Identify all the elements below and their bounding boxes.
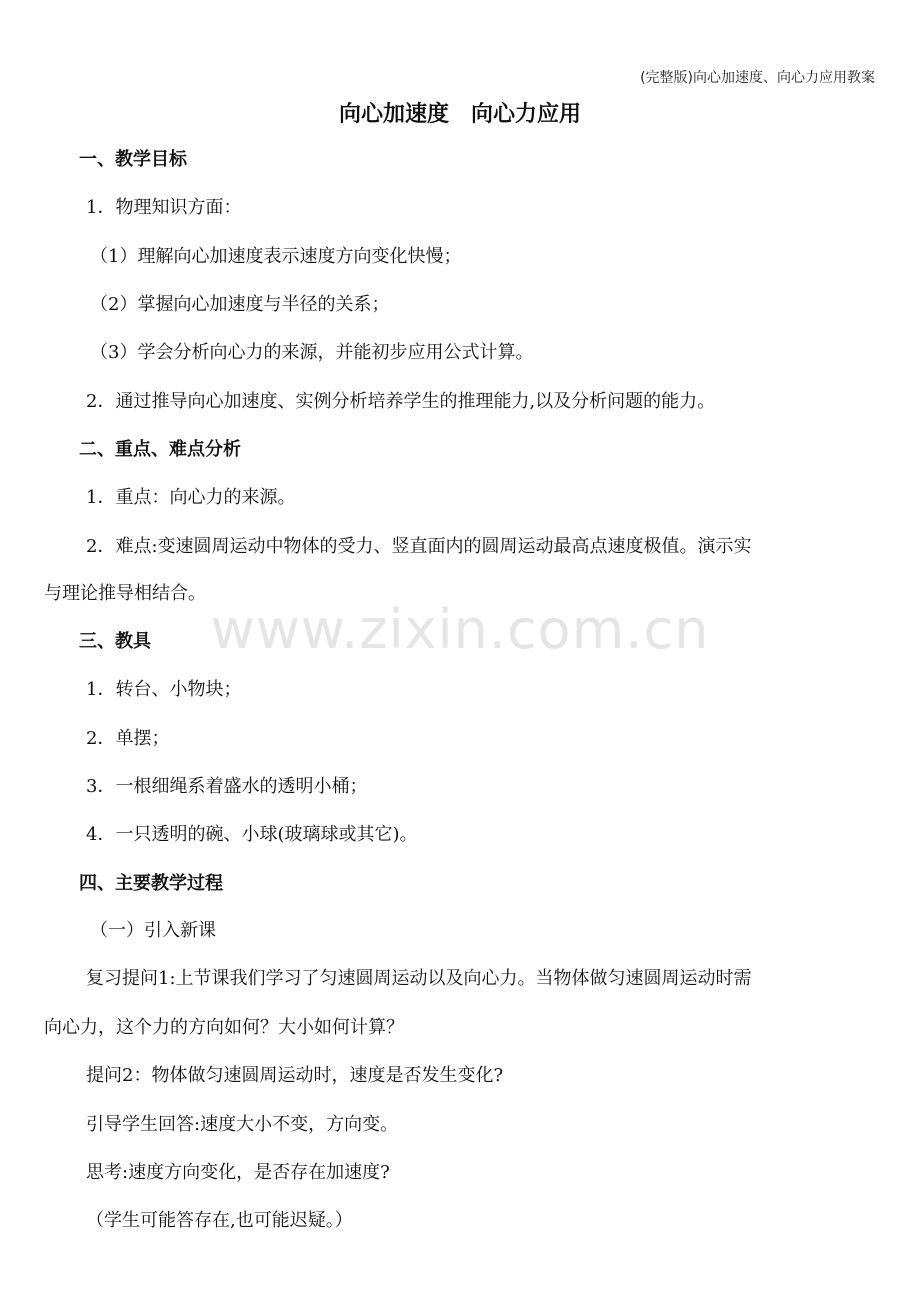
paragraph: （1）理解向心加速度表示速度方向变化快慢； <box>90 246 462 267</box>
paragraph: 向心力，这个力的方向如何？大小如何计算？ <box>44 1017 404 1038</box>
section-heading-teaching-process: 四、主要教学过程 <box>79 873 223 894</box>
list-item: 3．一根细绳系着盛水的透明小桶； <box>86 776 368 797</box>
paragraph: 思考:速度方向变化，是否存在加速度? <box>86 1162 390 1183</box>
paragraph: 2．通过推导向心加速度、实例分析培养学生的推理能力,以及分析问题的能力。 <box>86 391 716 412</box>
paragraph: （3）学会分析向心力的来源，并能初步应用公式计算。 <box>90 342 534 363</box>
document-title: 向心加速度 向心力应用 <box>338 102 581 127</box>
list-item: 2．单摆； <box>86 728 170 749</box>
paragraph: 1．物理知识方面： <box>86 197 242 218</box>
watermark: www.zixin.com.cn <box>210 598 710 661</box>
section-heading-objectives: 一、教学目标 <box>79 149 187 170</box>
section-heading-teaching-aids: 三、教具 <box>79 631 151 652</box>
paragraph: 2．难点:变速圆周运动中物体的受力、竖直面内的圆周运动最高点速度极值。演示实 <box>86 536 752 557</box>
paragraph: 提问2：物体做匀速圆周运动时，速度是否发生变化? <box>86 1065 504 1086</box>
paragraph: 1．重点：向心力的来源。 <box>86 487 296 508</box>
list-item: 4．一只透明的碗、小球(玻璃球或其它)。 <box>86 824 418 845</box>
section-heading-key-points: 二、重点、难点分析 <box>79 439 241 460</box>
paragraph: 与理论推导相结合。 <box>44 583 206 604</box>
list-item: 1．转台、小物块； <box>86 679 242 700</box>
paragraph: （2）掌握向心加速度与半径的关系； <box>90 294 390 315</box>
paragraph: 引导学生回答:速度大小不变，方向变。 <box>86 1114 399 1135</box>
paragraph: 复习提问1:上节课我们学习了匀速圆周运动以及向心力。当物体做匀速圆周运动时需 <box>86 968 752 989</box>
paragraph: （学生可能答存在,也可能迟疑。） <box>86 1210 353 1231</box>
subheading: （一）引入新课 <box>90 920 216 941</box>
running-header: (完整版)向心加速度、向心力应用教案 <box>640 70 875 86</box>
